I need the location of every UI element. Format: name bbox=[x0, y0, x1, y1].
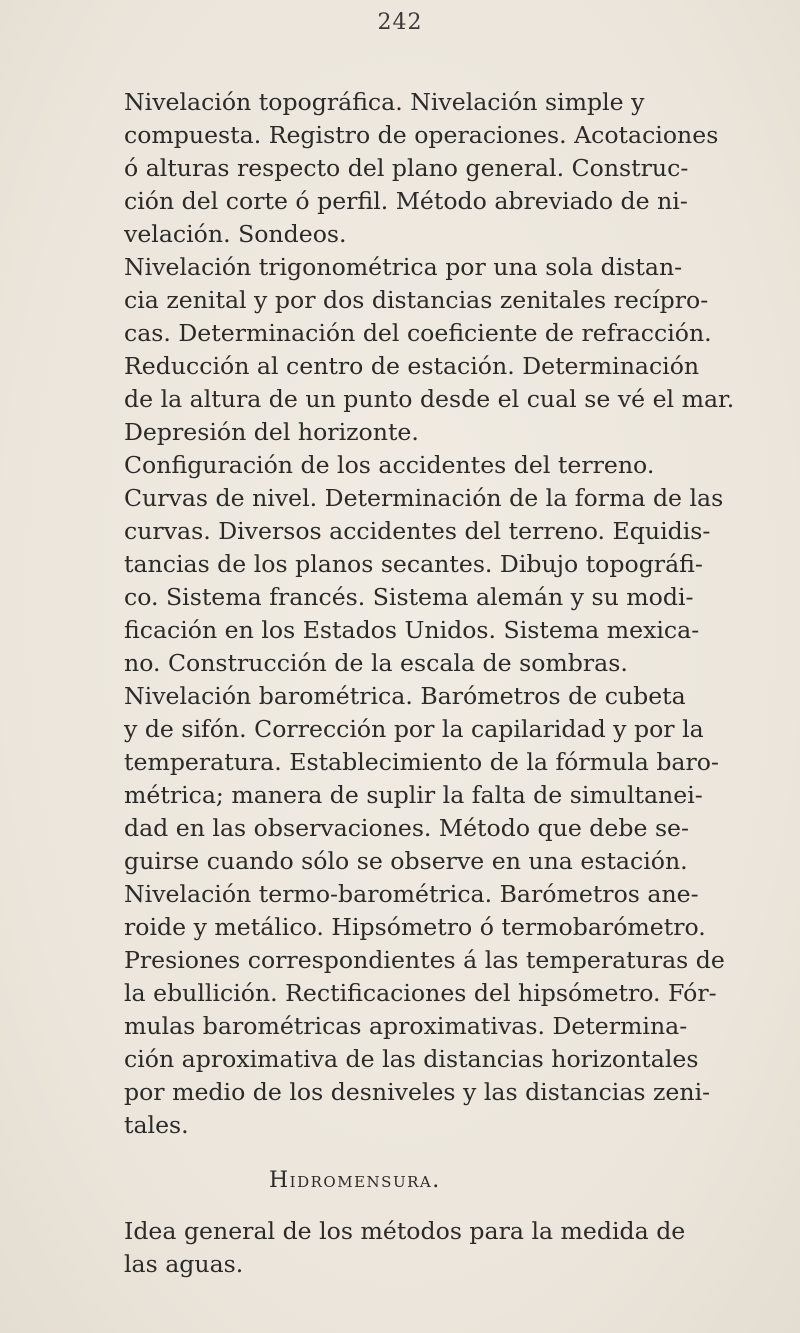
text-line: mulas barométricas aproximativas. Determina- bbox=[124, 1012, 688, 1040]
text-line: Nivelación barométrica. Barómetros de cubeta bbox=[124, 682, 686, 710]
text-line: compuesta. Registro de operaciones. Acotaciones bbox=[124, 121, 719, 149]
section-heading: Hidromensura. bbox=[269, 1168, 441, 1193]
body-text bbox=[124, 86, 764, 1281]
text-line: de la altura de un punto desde el cual se vé el mar. bbox=[124, 385, 735, 413]
paragraph-nivelacion-termo-barometrica bbox=[124, 878, 764, 1142]
text-line: cia zenital y por dos distancias zenitales recípro- bbox=[124, 286, 709, 314]
text-line: Nivelación topográfica. Nivelación simple y bbox=[124, 88, 645, 116]
text-line: las aguas. bbox=[124, 1250, 244, 1278]
text-line: Idea general de los métodos para la medida de bbox=[124, 1217, 686, 1245]
paragraph-nivelacion-barometrica bbox=[124, 680, 764, 878]
text-line: métrica; manera de suplir la falta de simultanei- bbox=[124, 781, 703, 809]
text-line: Nivelación trigonométrica por una sola distan- bbox=[124, 253, 683, 281]
text-line: ficación en los Estados Unidos. Sistema mexica- bbox=[124, 616, 700, 644]
text-line: tales. bbox=[124, 1111, 189, 1139]
text-line: y de sifón. Corrección por la capilaridad y por la bbox=[124, 715, 704, 743]
text-line: la ebullición. Rectificaciones del hipsómetro. Fór- bbox=[124, 979, 717, 1007]
paragraph-idea-general bbox=[124, 1215, 764, 1281]
text-line: co. Sistema francés. Sistema alemán y su modi- bbox=[124, 583, 694, 611]
text-line: curvas. Diversos accidentes del terreno. Equidis- bbox=[124, 517, 711, 545]
text-line: ción aproximativa de las distancias horizontales bbox=[124, 1045, 699, 1073]
text-line: Reducción al centro de estación. Determinación bbox=[124, 352, 700, 380]
page-number: 242 bbox=[377, 10, 423, 35]
text-line: Curvas de nivel. Determinación de la forma de las bbox=[124, 484, 724, 512]
text-line: por medio de los desniveles y las distancias zeni- bbox=[124, 1078, 711, 1106]
text-line: ó alturas respecto del plano general. Construc- bbox=[124, 154, 689, 182]
text-line: dad en las observaciones. Método que debe se- bbox=[124, 814, 689, 842]
text-line: Nivelación termo-barométrica. Barómetros ane- bbox=[124, 880, 699, 908]
paragraph-nivelacion-topografica bbox=[124, 86, 764, 251]
paragraph-configuracion bbox=[124, 449, 764, 680]
text-line: no. Construcción de la escala de sombras. bbox=[124, 649, 628, 677]
text-line: velación. Sondeos. bbox=[124, 220, 347, 248]
text-line: cas. Determinación del coeficiente de refracción. bbox=[124, 319, 712, 347]
text-line: Configuración de los accidentes del terreno. bbox=[124, 451, 655, 479]
text-line: roide y metálico. Hipsómetro ó termobarómetro. bbox=[124, 913, 706, 941]
text-line: ción del corte ó perfil. Método abreviado de ni- bbox=[124, 187, 688, 215]
text-line: guirse cuando sólo se observe en una estación. bbox=[124, 847, 688, 875]
text-line: Presiones correspondientes á las temperaturas de bbox=[124, 946, 725, 974]
text-line: tancias de los planos secantes. Dibujo topográfi- bbox=[124, 550, 703, 578]
paragraph-nivelacion-trigonometrica bbox=[124, 251, 764, 449]
text-line: Depresión del horizonte. bbox=[124, 418, 419, 446]
text-line: temperatura. Establecimiento de la fórmula baro- bbox=[124, 748, 719, 776]
